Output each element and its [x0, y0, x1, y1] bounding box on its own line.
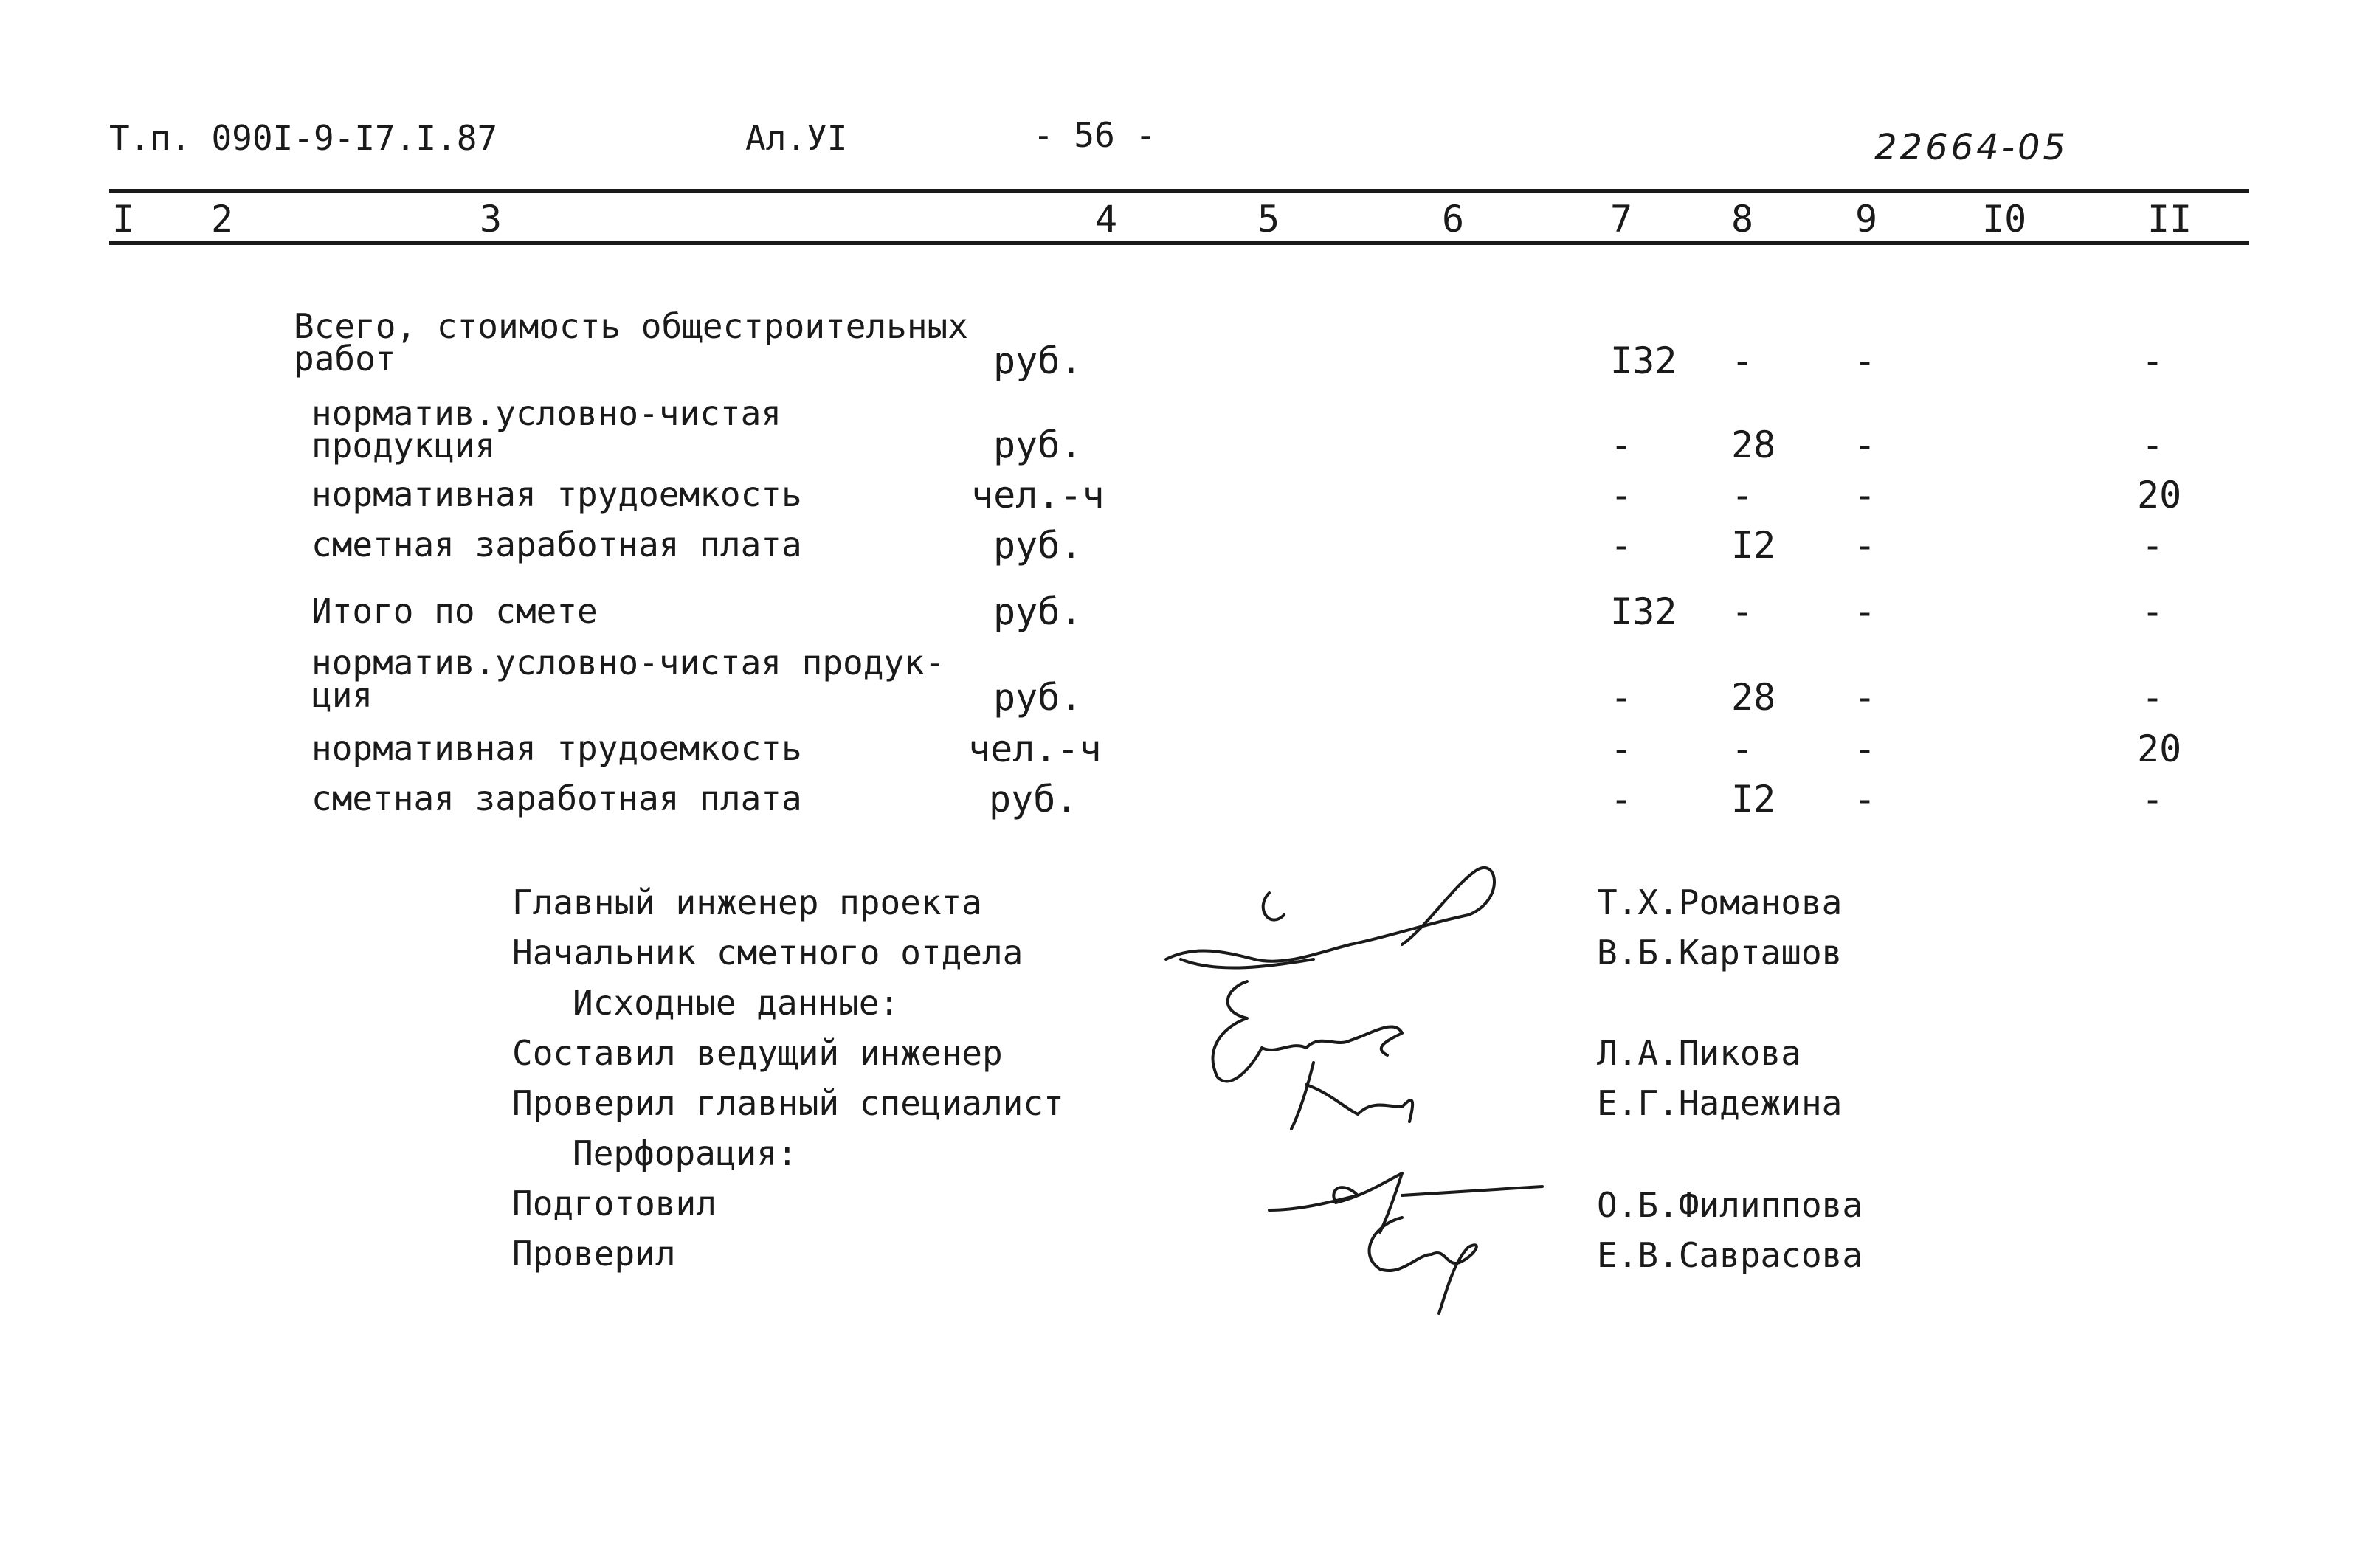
cell-col9: - [1854, 339, 1877, 382]
cell-col9: - [1854, 590, 1877, 633]
cell-col9: - [1854, 778, 1877, 821]
row-label: нормативная трудоемкость [311, 728, 802, 768]
section-heading: Перфорация: [573, 1133, 798, 1173]
cell-col8: - [1731, 474, 1754, 517]
signatory-name: Л.А.Пикова [1597, 1033, 1801, 1073]
cell-col8: - [1731, 339, 1754, 382]
cell-col9: - [1854, 524, 1877, 567]
cell-col11: - [2141, 676, 2164, 719]
cell-col7: - [1610, 524, 1633, 567]
cell-col8: I2 [1731, 778, 1776, 821]
signature-title: Проверил главный специалист [512, 1083, 1064, 1123]
document-code: Т.п. 090I-9-I7.I.87 [109, 118, 498, 158]
row-label: норматив.условно-чистая продукция [311, 393, 781, 466]
row-unit: руб. [993, 424, 1083, 466]
row-unit: чел.-ч [971, 474, 1105, 517]
cell-col8: 28 [1731, 676, 1776, 719]
cell-col11: - [2141, 590, 2164, 633]
signature-title: Составил ведущий инженер [512, 1033, 1003, 1073]
cell-col7: - [1610, 424, 1633, 466]
signature-romanova [1166, 868, 1494, 968]
row-unit: руб. [989, 778, 1078, 821]
row-label: норматив.условно-чистая продук- ция [311, 643, 945, 715]
signatory-name: В.Б.Карташов [1597, 933, 1843, 973]
cell-col7: I32 [1610, 590, 1677, 633]
column-number: 6 [1442, 198, 1465, 241]
cell-col11: 20 [2137, 474, 2182, 517]
signatory-name: Т.Х.Романова [1597, 883, 1843, 922]
row-unit: руб. [993, 524, 1083, 567]
signatory-name: Е.В.Саврасова [1597, 1235, 1863, 1275]
column-number: 4 [1095, 198, 1118, 241]
cell-col8: 28 [1731, 424, 1776, 466]
column-number: 3 [480, 198, 503, 241]
column-number: 7 [1610, 198, 1633, 241]
inventory-number: 22664-05 [1874, 127, 2069, 168]
cell-col7: I32 [1610, 339, 1677, 382]
album-number: Ал.УI [745, 118, 848, 158]
signature-savrasova [1370, 1218, 1477, 1313]
cell-col8: I2 [1731, 524, 1776, 567]
cell-col7: - [1610, 728, 1633, 770]
column-number: 5 [1257, 198, 1280, 241]
cell-col7: - [1610, 676, 1633, 719]
row-label: сметная заработная плата [311, 778, 802, 818]
page-number: - 56 - [1033, 115, 1156, 155]
signature-title: Главный инженер проекта [512, 883, 982, 922]
cell-col11: - [2141, 339, 2164, 382]
cell-col8: - [1731, 728, 1754, 770]
cell-col11: 20 [2137, 728, 2182, 770]
section-heading: Исходные данные: [573, 983, 900, 1023]
column-number: II [2147, 198, 2192, 241]
row-label: Итого по смете [311, 591, 598, 631]
cell-col11: - [2141, 778, 2164, 821]
signature-title: Проверил [512, 1234, 676, 1274]
signature-title: Подготовил [512, 1184, 717, 1223]
cell-col7: - [1610, 778, 1633, 821]
cell-col11: - [2141, 524, 2164, 567]
row-unit: руб. [993, 676, 1083, 719]
row-label: Всего, стоимость общестроительных работ [294, 306, 968, 379]
column-number: 8 [1731, 198, 1754, 241]
cell-col9: - [1854, 474, 1877, 517]
cell-col9: - [1854, 424, 1877, 466]
cell-col9: - [1854, 676, 1877, 719]
cell-col9: - [1854, 728, 1877, 770]
cell-col7: - [1610, 474, 1633, 517]
column-number: 2 [211, 198, 234, 241]
signature-filippova [1269, 1173, 1542, 1232]
cell-col11: - [2141, 424, 2164, 466]
row-unit: руб. [993, 339, 1083, 382]
row-label: нормативная трудоемкость [311, 474, 802, 514]
signature-title: Начальник сметного отдела [512, 933, 1024, 973]
row-unit: руб. [993, 590, 1083, 633]
cell-col8: - [1731, 590, 1754, 633]
row-label: сметная заработная плата [311, 525, 802, 564]
signatory-name: О.Б.Филиппова [1597, 1185, 1863, 1225]
column-number: I0 [1982, 198, 2027, 241]
row-unit: чел.-ч [968, 728, 1102, 770]
signatory-name: Е.Г.Надежина [1597, 1083, 1843, 1123]
column-number: I [112, 198, 135, 241]
signature-nadezhina [1291, 1063, 1412, 1129]
signature-kartashov [1213, 981, 1402, 1081]
column-number: 9 [1855, 198, 1878, 241]
